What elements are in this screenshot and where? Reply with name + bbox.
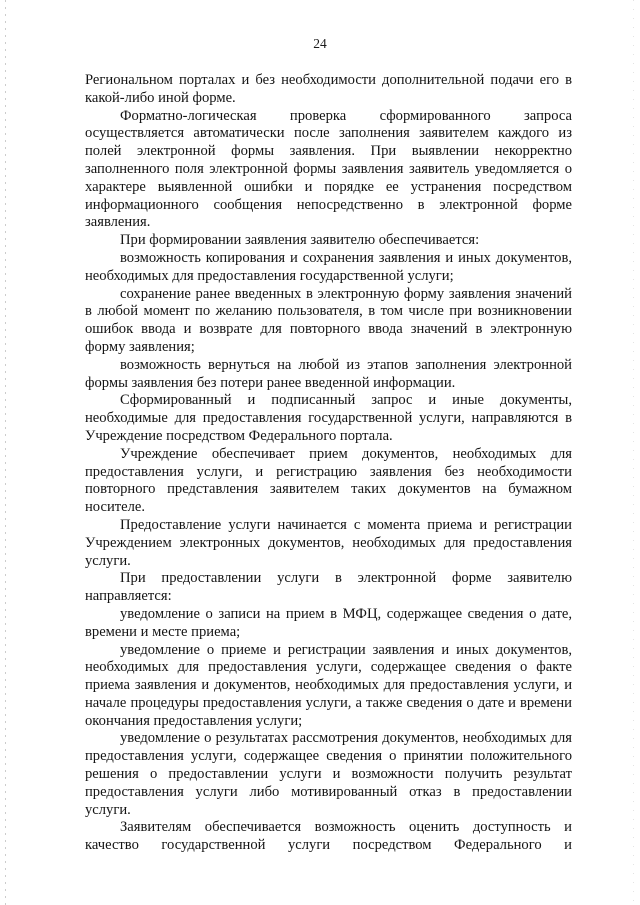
document-body xyxy=(85,72,572,855)
page-number: 24 xyxy=(313,36,327,51)
paragraph-6: возможность вернуться на любой из этапов заполнения электронной формы заявления без потери ранее введенной информации. xyxy=(85,356,572,391)
paragraph-9: Предоставление услуги начинается с момента приема и регистрации Учреждением электронных документов, необходимых для предоставления услуги. xyxy=(85,516,572,569)
paragraph-3: При формировании заявления заявителю обеспечивается: xyxy=(120,232,480,249)
scan-edge-left xyxy=(5,0,6,905)
paragraph-8: Учреждение обеспечивает прием документов, необходимых для предоставления услуги, и регистрацию заявления без необходимости повторного представления заявителем таких документов на бумажном носителе. xyxy=(85,445,572,516)
paragraph-12: уведомление о приеме и регистрации заявления и иных документов, необходимых для предоставления услуги, содержащее сведения о факте приема заявления и документов, необходимых для предоставления услуги, и начале процедуры предоставления услуги, а также сведения о дате и времени окончания предоставления услуги; xyxy=(85,641,572,729)
paragraph-14: Заявителям обеспечивается возможность оценить доступность и качество государственной услуги посредством Федерального и xyxy=(85,819,572,854)
paragraph-5: сохранение ранее введенных в электронную форму заявления значений в любой момент по желанию пользователя, в том числе при возникновении ошибок ввода и возврате для повторного ввода значений в электронную форму заявления; xyxy=(85,285,572,355)
paragraph-11: уведомление о записи на прием в МФЦ, содержащее сведения о дате, времени и месте приема; xyxy=(85,605,572,640)
paragraph-4: возможность копирования и сохранения заявления и иных документов, необходимых для предоставления государственной услуги; xyxy=(85,249,572,284)
paragraph-1: Региональном порталах и без необходимости дополнительной подачи его в какой-либо иной форме. xyxy=(85,72,572,106)
paragraph-13: уведомление о результатах рассмотрения документов, необходимых для предоставления услуги, содержащее сведения о принятии положительного решения о предоставлении услуги и возможности получить результат предоставления услуги либо мотивированный отказ в предоставлении услуги. xyxy=(85,730,572,818)
paragraph-10: При предоставлении услуги в электронной форме заявителю направляется: xyxy=(85,570,572,605)
scan-edge-right xyxy=(633,0,634,905)
paragraph-7: Сформированный и подписанный запрос и иные документы, необходимые для предоставления государственной услуги, направляются в Учреждение посредством Федерального портала. xyxy=(85,392,572,444)
paragraph-2: Форматно-логическая проверка сформированного запроса осуществляется автоматически после заполнения заявителем каждого из полей электронной формы заявления. При выявлении некорректно заполненного поля электронной формы заявления заявитель уведомляется о характере выявленной ошибки и порядке ее устранения посредством информационного сообщения непосредственно в электронной форме заявления. xyxy=(85,107,572,231)
